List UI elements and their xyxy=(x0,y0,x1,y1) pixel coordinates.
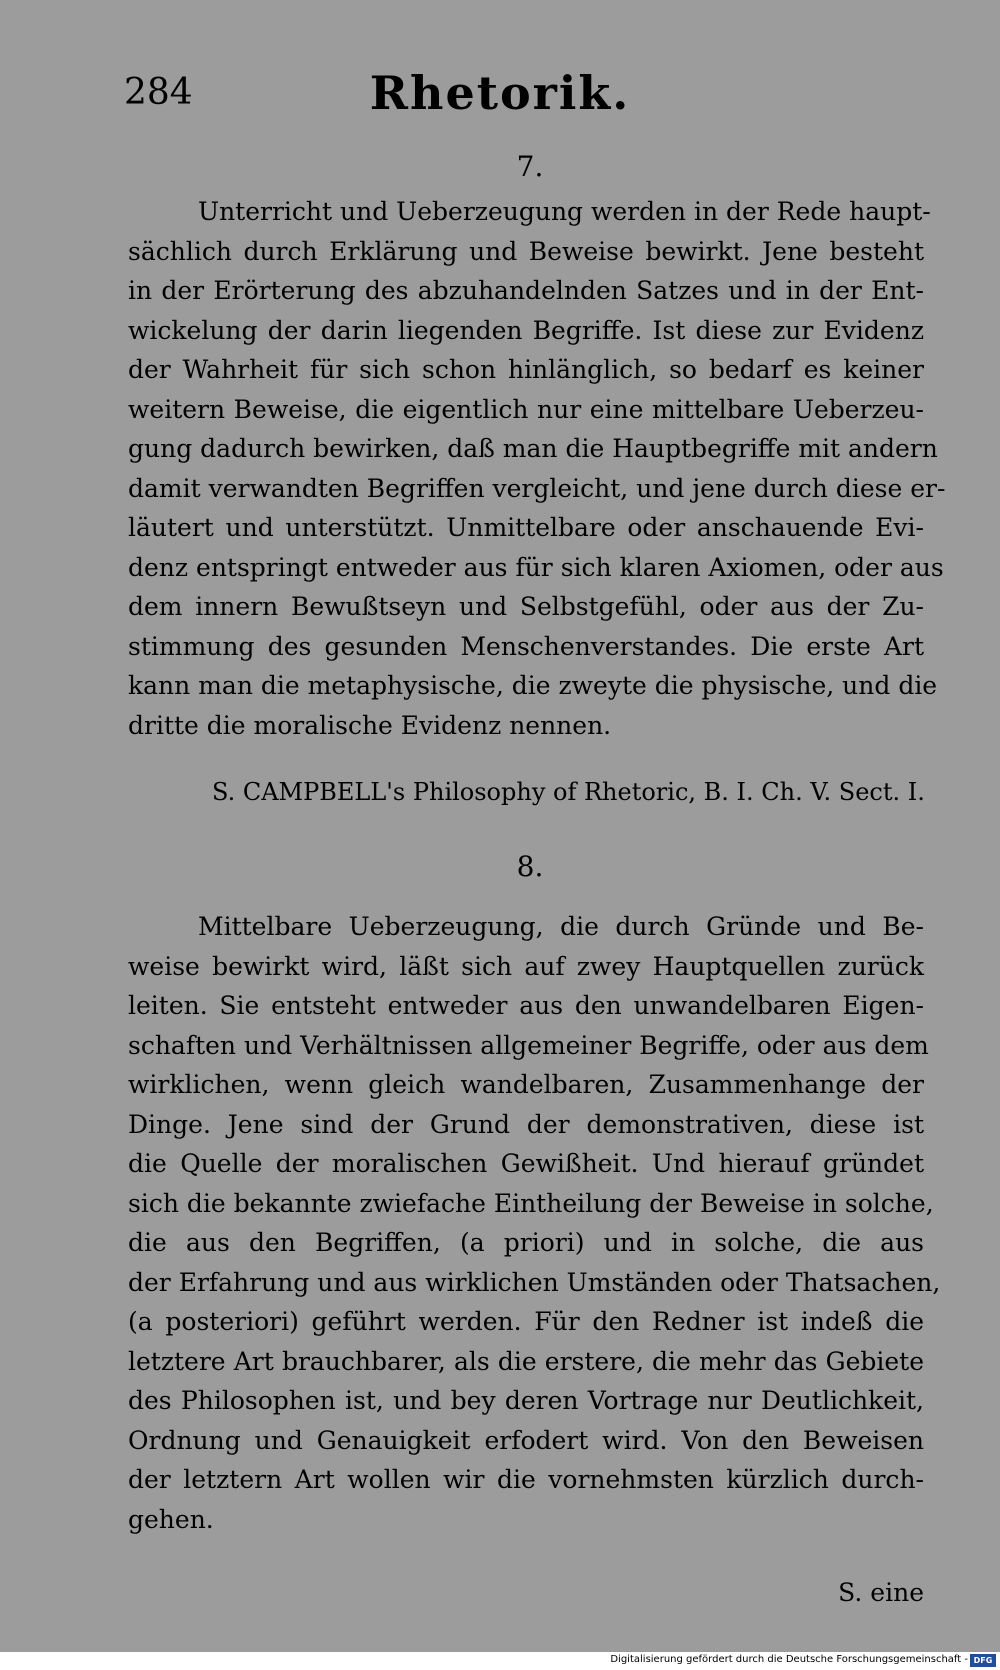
text-line: Ordnung und Genauigkeit erfodert wird. Von den Beweisen xyxy=(128,1425,924,1455)
text-line: kann man die metaphysische, die zweyte die physische, und die xyxy=(128,671,938,700)
dfg-logo: DFG xyxy=(970,1654,996,1667)
text-line: weise bewirkt wird, läßt sich auf zwey Hauptquellen zurück xyxy=(128,951,924,981)
text-line: wirklichen, wenn gleich wandelbaren, Zusammenhange der xyxy=(128,1070,924,1099)
text-line: die aus den Begriffen, (a priori) und in solche, die aus xyxy=(128,1228,924,1257)
text-line: läutert und unterstützt. Unmittelbare oder anschauende Evi- xyxy=(128,513,924,542)
page-number: 284 xyxy=(124,72,193,113)
text-line: der Erfahrung und aus wirklichen Umständen oder Thatsachen, xyxy=(128,1267,941,1297)
text-line: letztere Art brauchbarer, als die erstere, die mehr das Gebiete xyxy=(128,1346,924,1376)
section-7-paragraph xyxy=(128,192,946,745)
running-title: Rhetorik. xyxy=(369,66,631,120)
text-line: denz entspringt entweder aus für sich klaren Axiomen, oder aus xyxy=(128,552,944,582)
section-number-8: 8. xyxy=(516,850,544,883)
text-line: weitern Beweise, die eigentlich nur eine mittelbare Ueberzeu- xyxy=(128,394,924,424)
text-line: Mittelbare Ueberzeugung, die durch Gründe und Be- xyxy=(198,912,924,941)
text-line: dritte die moralische Evidenz nennen. xyxy=(128,710,612,740)
section-8-paragraph xyxy=(128,907,941,1539)
bibliographic-reference: S. CAMPBELL's Philosophy of Rhetoric, B. I. Ch. V. Sect. I. xyxy=(212,778,925,806)
text-line: gung dadurch bewirken, daß man die Hauptbegriffe mit andern xyxy=(128,434,938,463)
text-line: gehen. xyxy=(128,1504,214,1534)
text-line: damit verwandten Begriffen vergleicht, und jene durch diese er- xyxy=(128,473,946,503)
text-line: leiten. Sie entsteht entweder aus den unwandelbaren Eigen- xyxy=(128,991,924,1020)
text-line: Dinge. Jene sind der Grund der demonstrativen, diese ist xyxy=(128,1109,924,1139)
text-line: der Wahrheit für sich schon hinlänglich, so bedarf es keiner xyxy=(128,355,924,384)
catchword: S. eine xyxy=(838,1578,924,1607)
text-line: wickelung der darin liegenden Begriffe. Ist diese zur Evidenz xyxy=(128,315,924,345)
text-line: sächlich durch Erklärung und Beweise bewirkt. Jene besteht xyxy=(128,236,924,266)
digitization-footer xyxy=(0,1652,1000,1670)
text-line: der letztern Art wollen wir die vornehmsten kürzlich durch- xyxy=(128,1465,924,1494)
text-line: (a posteriori) geführt werden. Für den Redner ist indeß die xyxy=(128,1307,924,1336)
text-line: stimmung des gesunden Menschenverstandes. Die erste Art xyxy=(128,631,924,661)
text-line: in der Erörterung des abzuhandelnden Satzes und in der Ent- xyxy=(128,276,924,305)
text-line: des Philosophen ist, und bey deren Vortrage nur Deutlichkeit, xyxy=(128,1386,924,1415)
text-line: schaften und Verhältnissen allgemeiner Begriffe, oder aus dem xyxy=(128,1030,929,1060)
text-line: dem innern Bewußtseyn und Selbstgefühl, oder aus der Zu- xyxy=(128,592,924,621)
footer-credit: Digitalisierung gefördert durch die Deutsche Forschungsgemeinschaft - xyxy=(610,1654,968,1665)
text-line: sich die bekannte zwiefache Eintheilung der Beweise in solche, xyxy=(128,1188,934,1218)
text-line: Unterricht und Ueberzeugung werden in der Rede haupt- xyxy=(198,197,931,226)
section-number-7: 7. xyxy=(516,150,544,183)
text-line: die Quelle der moralischen Gewißheit. Und hierauf gründet xyxy=(128,1149,924,1178)
